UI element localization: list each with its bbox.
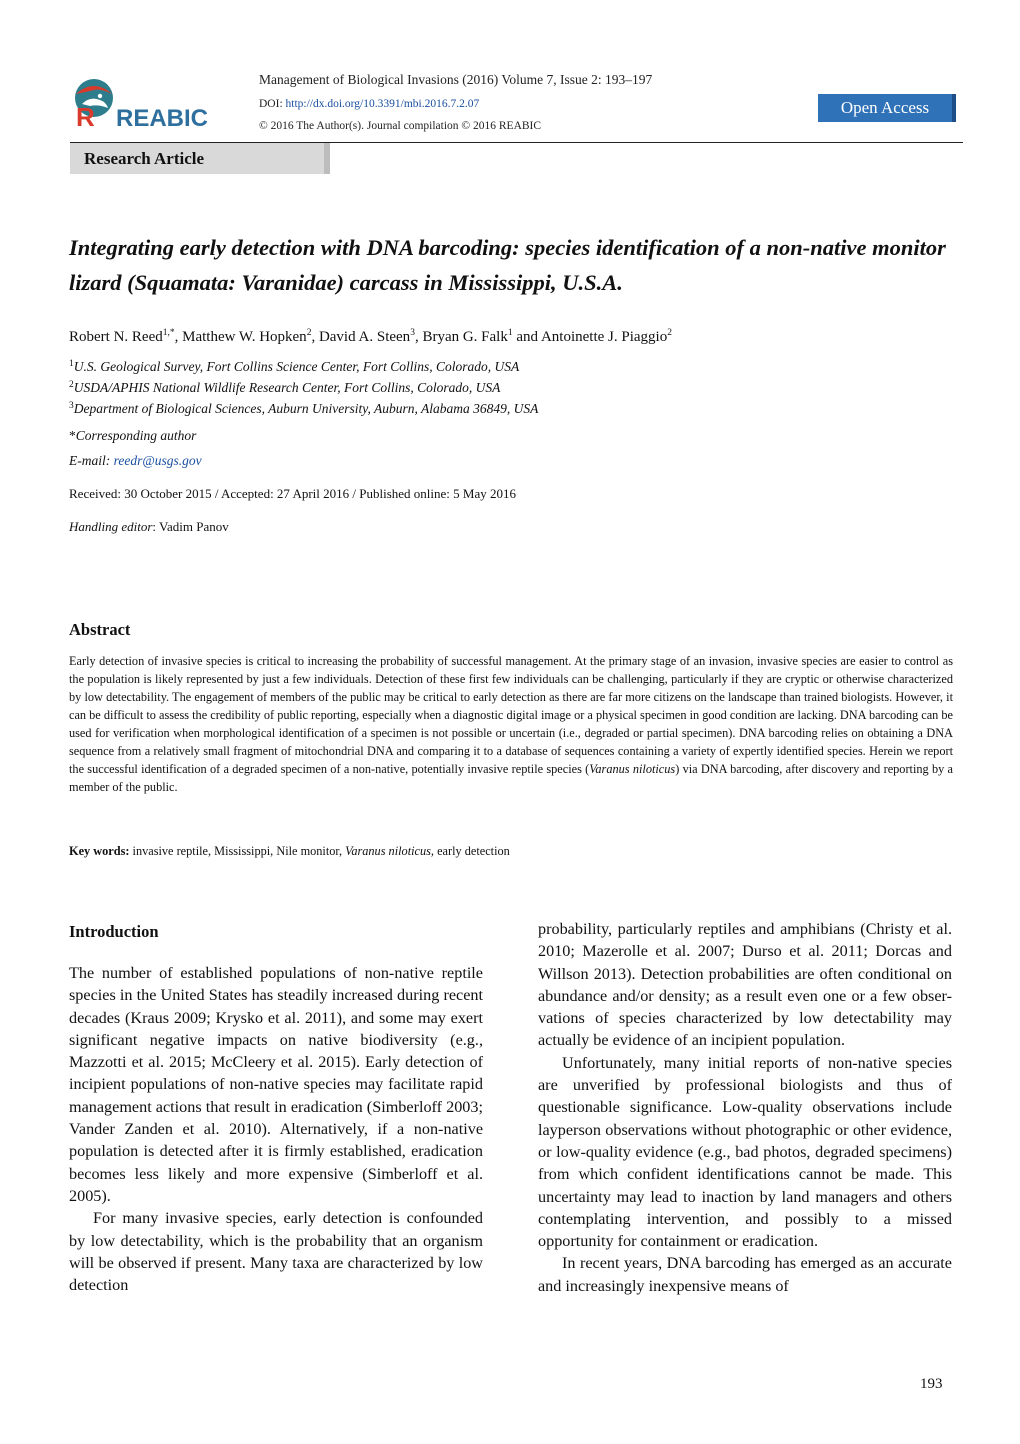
handling-editor bbox=[69, 519, 229, 535]
affiliation-text: U.S. Geological Survey, Fort Collins Science Center, Fort Collins, Colorado, USA bbox=[73, 359, 520, 374]
author-name: Matthew W. Hopken bbox=[182, 329, 307, 345]
keywords bbox=[69, 844, 510, 859]
doi-line bbox=[259, 98, 479, 110]
email-line bbox=[69, 453, 202, 469]
logo-wordmark: REABIC bbox=[116, 105, 209, 132]
right-column bbox=[538, 918, 952, 1297]
author-affiliation-mark: 3 bbox=[410, 328, 415, 338]
paragraph: The number of established populations of non-native reptile species in the United States has steadily increased during recent decades (Kraus 2009; Krysko et al. 2011), and some may exert significant negative impacts on native biodiversity (e.g., Mazzotti et al. 2015; McCleery et al. 2015). Early detection of incipient populations of non-native species may facilitate rapid management actions that result in eradication (Simberloff 2003; Vander Zanden et al. 2010). Alternatively, if a non-native population is detected after it is firmly established, eradication becomes less likely and more expensive (Simberloff et al. 2005). bbox=[69, 964, 483, 1205]
corresponding-mark: * bbox=[69, 428, 76, 443]
affiliation-number: 3 bbox=[69, 401, 74, 411]
affiliation-number: 1 bbox=[69, 359, 74, 369]
open-access-badge: Open Access bbox=[818, 94, 956, 122]
author-affiliation-mark: 1 bbox=[507, 328, 513, 338]
abstract-species: Varanus niloticus bbox=[589, 762, 676, 776]
reabic-logo bbox=[70, 76, 215, 132]
author-affiliation-mark: 2 bbox=[306, 328, 312, 338]
doi-label: DOI: bbox=[259, 98, 283, 110]
affiliation-text: Department of Biological Sciences, Auburn University, Auburn, Alabama 36849, USA bbox=[73, 401, 539, 416]
article-title: Integrating early detection with DNA barcoding: species identification of a non-native monitor lizard (Squamata: Varanidae) carcass in Mississippi, U.S.A. bbox=[69, 235, 946, 295]
email-label: E-mail: bbox=[69, 453, 111, 468]
keywords-tail: early detection bbox=[434, 844, 510, 858]
left-column bbox=[69, 962, 483, 1296]
corresponding-label: Corresponding author bbox=[75, 428, 197, 443]
affiliation-3 bbox=[69, 401, 538, 417]
author-name: Antoinette J. Piaggio bbox=[540, 329, 668, 345]
doi-link[interactable]: http://dx.doi.org/10.3391/mbi.2016.7.2.07 bbox=[285, 98, 480, 110]
editor-label: Handling editor bbox=[69, 519, 153, 534]
author-name: David A. Steen bbox=[318, 329, 411, 345]
email-link[interactable]: reedr@usgs.gov bbox=[113, 453, 202, 468]
author-separator: , bbox=[414, 329, 423, 345]
article-type-label: Research Article bbox=[70, 143, 330, 174]
affiliation-1 bbox=[69, 359, 519, 375]
paragraph: Unfortunately, many initial reports of non-native species are unverified by professional biologists and thus of questionable significance. Low-quality observations include layperson observations without photographic or other evidence, or low-quality evidence (e.g., bad photos, degraded specimens) from which confident identifications cannot be made. This uncertainty may lead to inaction by land managers and others contemplating intervention, and possibly to a missed opportunity for containment or eradication. bbox=[538, 1053, 952, 1251]
author-name: Robert N. Reed bbox=[69, 329, 163, 345]
author-affiliation-mark: 1,* bbox=[162, 328, 175, 338]
author-separator: , bbox=[174, 329, 183, 345]
paragraph: For many invasive species, early detection is confounded by low detectability, which is the probability that an organism will be observed if present. Many taxa are characterized by low detection bbox=[69, 1209, 483, 1295]
abstract-heading: Abstract bbox=[69, 620, 131, 639]
affiliation-number: 2 bbox=[69, 380, 74, 390]
publication-dates: Received: 30 October 2015 / Accepted: 27 April 2016 / Published online: 5 May 2016 bbox=[69, 486, 516, 501]
corresponding-author bbox=[69, 428, 196, 444]
journal-citation: Management of Biological Invasions (2016) Volume 7, Issue 2: 193–197 bbox=[259, 72, 653, 87]
abstract-text-after: ) via DNA barcoding, after discovery and reporting by a member of the public. bbox=[69, 762, 953, 794]
introduction-heading: Introduction bbox=[69, 922, 159, 941]
author-affiliation-mark: 2 bbox=[667, 328, 672, 338]
editor-name: : Vadim Panov bbox=[152, 519, 229, 534]
copyright-line: © 2016 The Author(s). Journal compilation © 2016 REABIC bbox=[259, 120, 542, 132]
author-list bbox=[69, 328, 672, 346]
paragraph: probability, particularly reptiles and amphibians (Christy et al. 2010; Mazerolle et al. 2007; Durso et al. 2011; Dorcas and Willson 2013). Detection probabilities are often conditional on abundance and/or density; as a result even one or a few obser-vations of species characterized by low detectability may actually be evidence of an incipient population. bbox=[538, 920, 952, 1050]
paragraph: In recent years, DNA barcoding has emerged as an accurate and increasingly inexpensive means of bbox=[538, 1254, 952, 1295]
keywords-list: invasive reptile, Mississippi, Nile monitor, bbox=[129, 844, 346, 858]
affiliation-2 bbox=[69, 380, 500, 396]
abstract-body bbox=[69, 652, 953, 796]
page-number: 193 bbox=[920, 1376, 943, 1392]
keywords-species: Varanus niloticus, bbox=[345, 844, 434, 858]
author-separator: and bbox=[512, 329, 541, 345]
abstract-text-before: Early detection of invasive species is critical to increasing the probability of successful management. At the primary stage of an invasion, invasive species are easier to control as the population is likely represented by just a few individuals. Detection of these first few individuals can be challenging, particularly if they are cryptic or otherwise characterized by low detectability. The engagement of members of the public may be critical to early detection as there are far more citizens on the landscape than trained biologists. However, it can be difficult to assess the credibility of public reporting, especially when a diagnostic digital image or a physical specimen in good condition are lacking. DNA barcoding can be used for verification when morphological identification of a specimen is not possible or uncertain (i.e., degraded or partial specimen). DNA barcoding relies on obtaining a DNA sequence from a relatively small fragment of mitochondrial DNA and comparing it to a database of sequences containing a variety of expertly identified species. Herein we report the successful identification of a degraded specimen of a non-native, potentially invasive reptile species ( bbox=[69, 654, 953, 776]
logo-letter: R bbox=[76, 102, 95, 132]
affiliation-text: USDA/APHIS National Wildlife Research Center, Fort Collins, Colorado, USA bbox=[73, 380, 501, 395]
author-separator: , bbox=[311, 329, 319, 345]
author-name: Bryan G. Falk bbox=[422, 329, 508, 345]
keywords-label: Key words: bbox=[69, 844, 130, 858]
